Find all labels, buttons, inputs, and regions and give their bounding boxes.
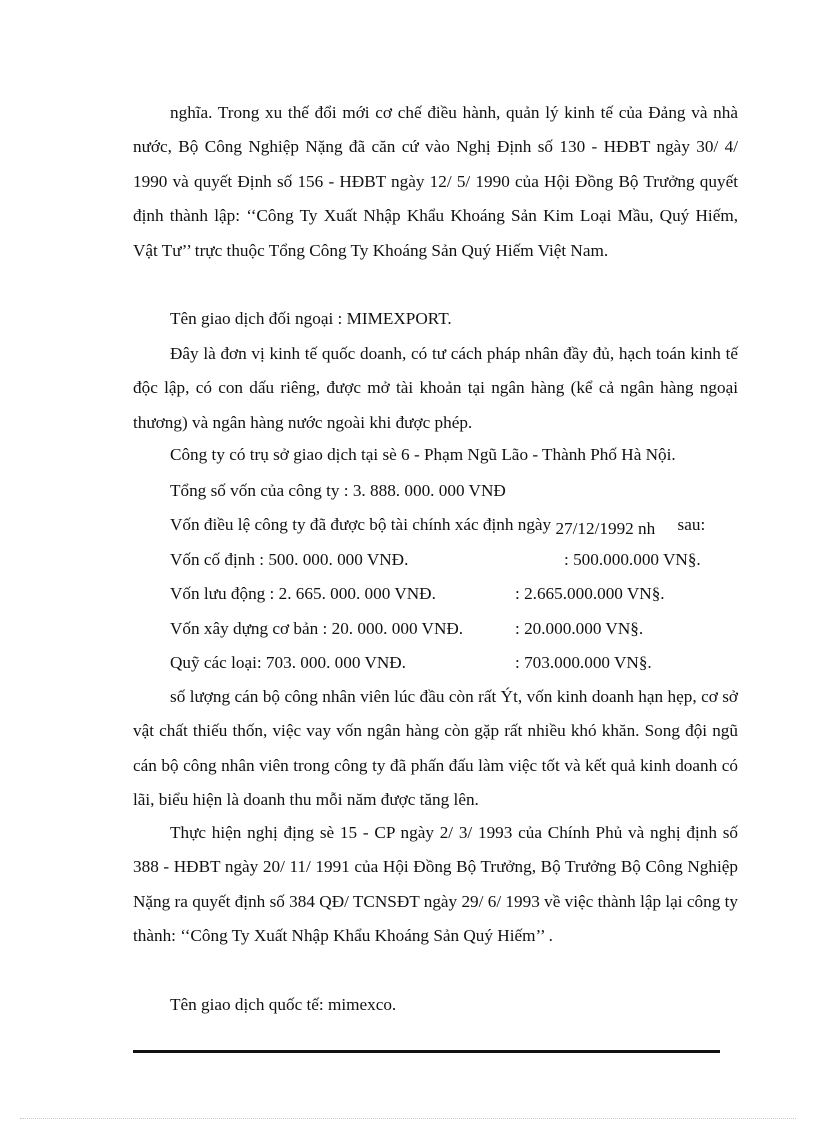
headquarters-line: Công ty có trụ sở giao dịch tại sè 6 - Phạm Ngũ Lão - Thành Phố Hà Nội.	[170, 445, 676, 464]
charter-capital-line	[170, 508, 705, 542]
capital-row-label: Quỹ các loại: 703. 000. 000 VNĐ.	[170, 653, 406, 672]
capital-row-label: Vốn xây dựng cơ bản : 20. 000. 000 VNĐ.	[170, 619, 464, 638]
paragraph-staff: số lượng cán bộ công nhân viên lúc đầu còn rất Ýt, vốn kinh doanh hạn hẹp, cơ sở vật chất thiếu thốn, việc vay vốn ngân hàng còn gặp rất nhiều khó khăn. Song đội ngũ cán bộ công nhân viên trong công ty đã phấn đấu làm việc tốt và kết quả kinh doanh có lãi, biểu hiện là doanh thu mỗi năm được tăng lên.	[133, 687, 738, 810]
paragraph-decree: Thực hiện nghị địng sè 15 - CP ngày 2/ 3/ 1993 của Chính Phủ và nghị định số 388 - HĐBT ngày 20/ 11/ 1991 của Hội Đồng Bộ Trưởng, Bộ Trưởng Bộ Công Nghiệp Nặng ra quyết định số 384 QĐ/ TCNSĐT ngày 29/ 6/ 1993 về việc thành lập lại công ty thành: ‘‘Công Ty Xuất Nhập Khẩu Khoáng Sản Quý Hiếm’’ .	[133, 823, 738, 946]
charter-suffix: sau:	[677, 515, 706, 534]
foreign-trade-name: Tên giao dịch đối ngoại : MIMEXPORT.	[170, 309, 452, 328]
international-trade-name: Tên giao dịch quốc tế: mimexco.	[170, 995, 397, 1014]
capital-row-label: Vốn lưu động : 2. 665. 000. 000 VNĐ.	[170, 584, 436, 603]
charter-prefix: Vốn điều lệ công ty đã được bộ tài chính xác định ngày	[170, 515, 552, 534]
capital-row-amount: : 500.000.000 VN§.	[564, 550, 701, 569]
footer-rule	[133, 1050, 720, 1053]
capital-row-amount: : 2.665.000.000 VN§.	[515, 584, 665, 603]
paragraph-establishment: nghĩa. Trong xu thế đổi mới cơ chế điều hành, quản lý kinh tế của Đảng và nhà nước, Bộ Công Nghiệp Nặng đã căn cứ vào Nghị Định số 130 - HĐBT ngày 30/ 4/ 1990 và quyết Định số 156 - HĐBT ngày 12/ 5/ 1990 của Hội Đồng Bộ Trưởng quyết định thành lập: ‘‘Công Ty Xuất Nhập Khẩu Khoáng Sản Kim Loại Mầu, Quý Hiếm, Vật Tư’’ trực thuộc Tổng Công Ty Khoáng Sản Quý Hiếm Việt Nam.	[133, 103, 738, 260]
paragraph-legal-status: Đây là đơn vị kinh tế quốc doanh, có tư cách pháp nhân đầy đủ, hạch toán kinh tế độc lập, có con dấu riêng, được mở tài khoản tại ngân hàng (kể cả ngân hàng ngoại thương) và ngân hàng nước ngoài khi được phép.	[133, 344, 738, 432]
capital-row-label: Vốn cố định : 500. 000. 000 VNĐ.	[170, 550, 409, 569]
total-capital-line: Tổng số vốn của công ty : 3. 888. 000. 000 VNĐ	[170, 481, 506, 500]
capital-row-amount: : 20.000.000 VN§.	[515, 619, 644, 638]
charter-date: 27/12/1992 nh	[555, 519, 656, 538]
page-border-dotted	[20, 1118, 796, 1119]
capital-row-amount: : 703.000.000 VN§.	[515, 653, 652, 672]
